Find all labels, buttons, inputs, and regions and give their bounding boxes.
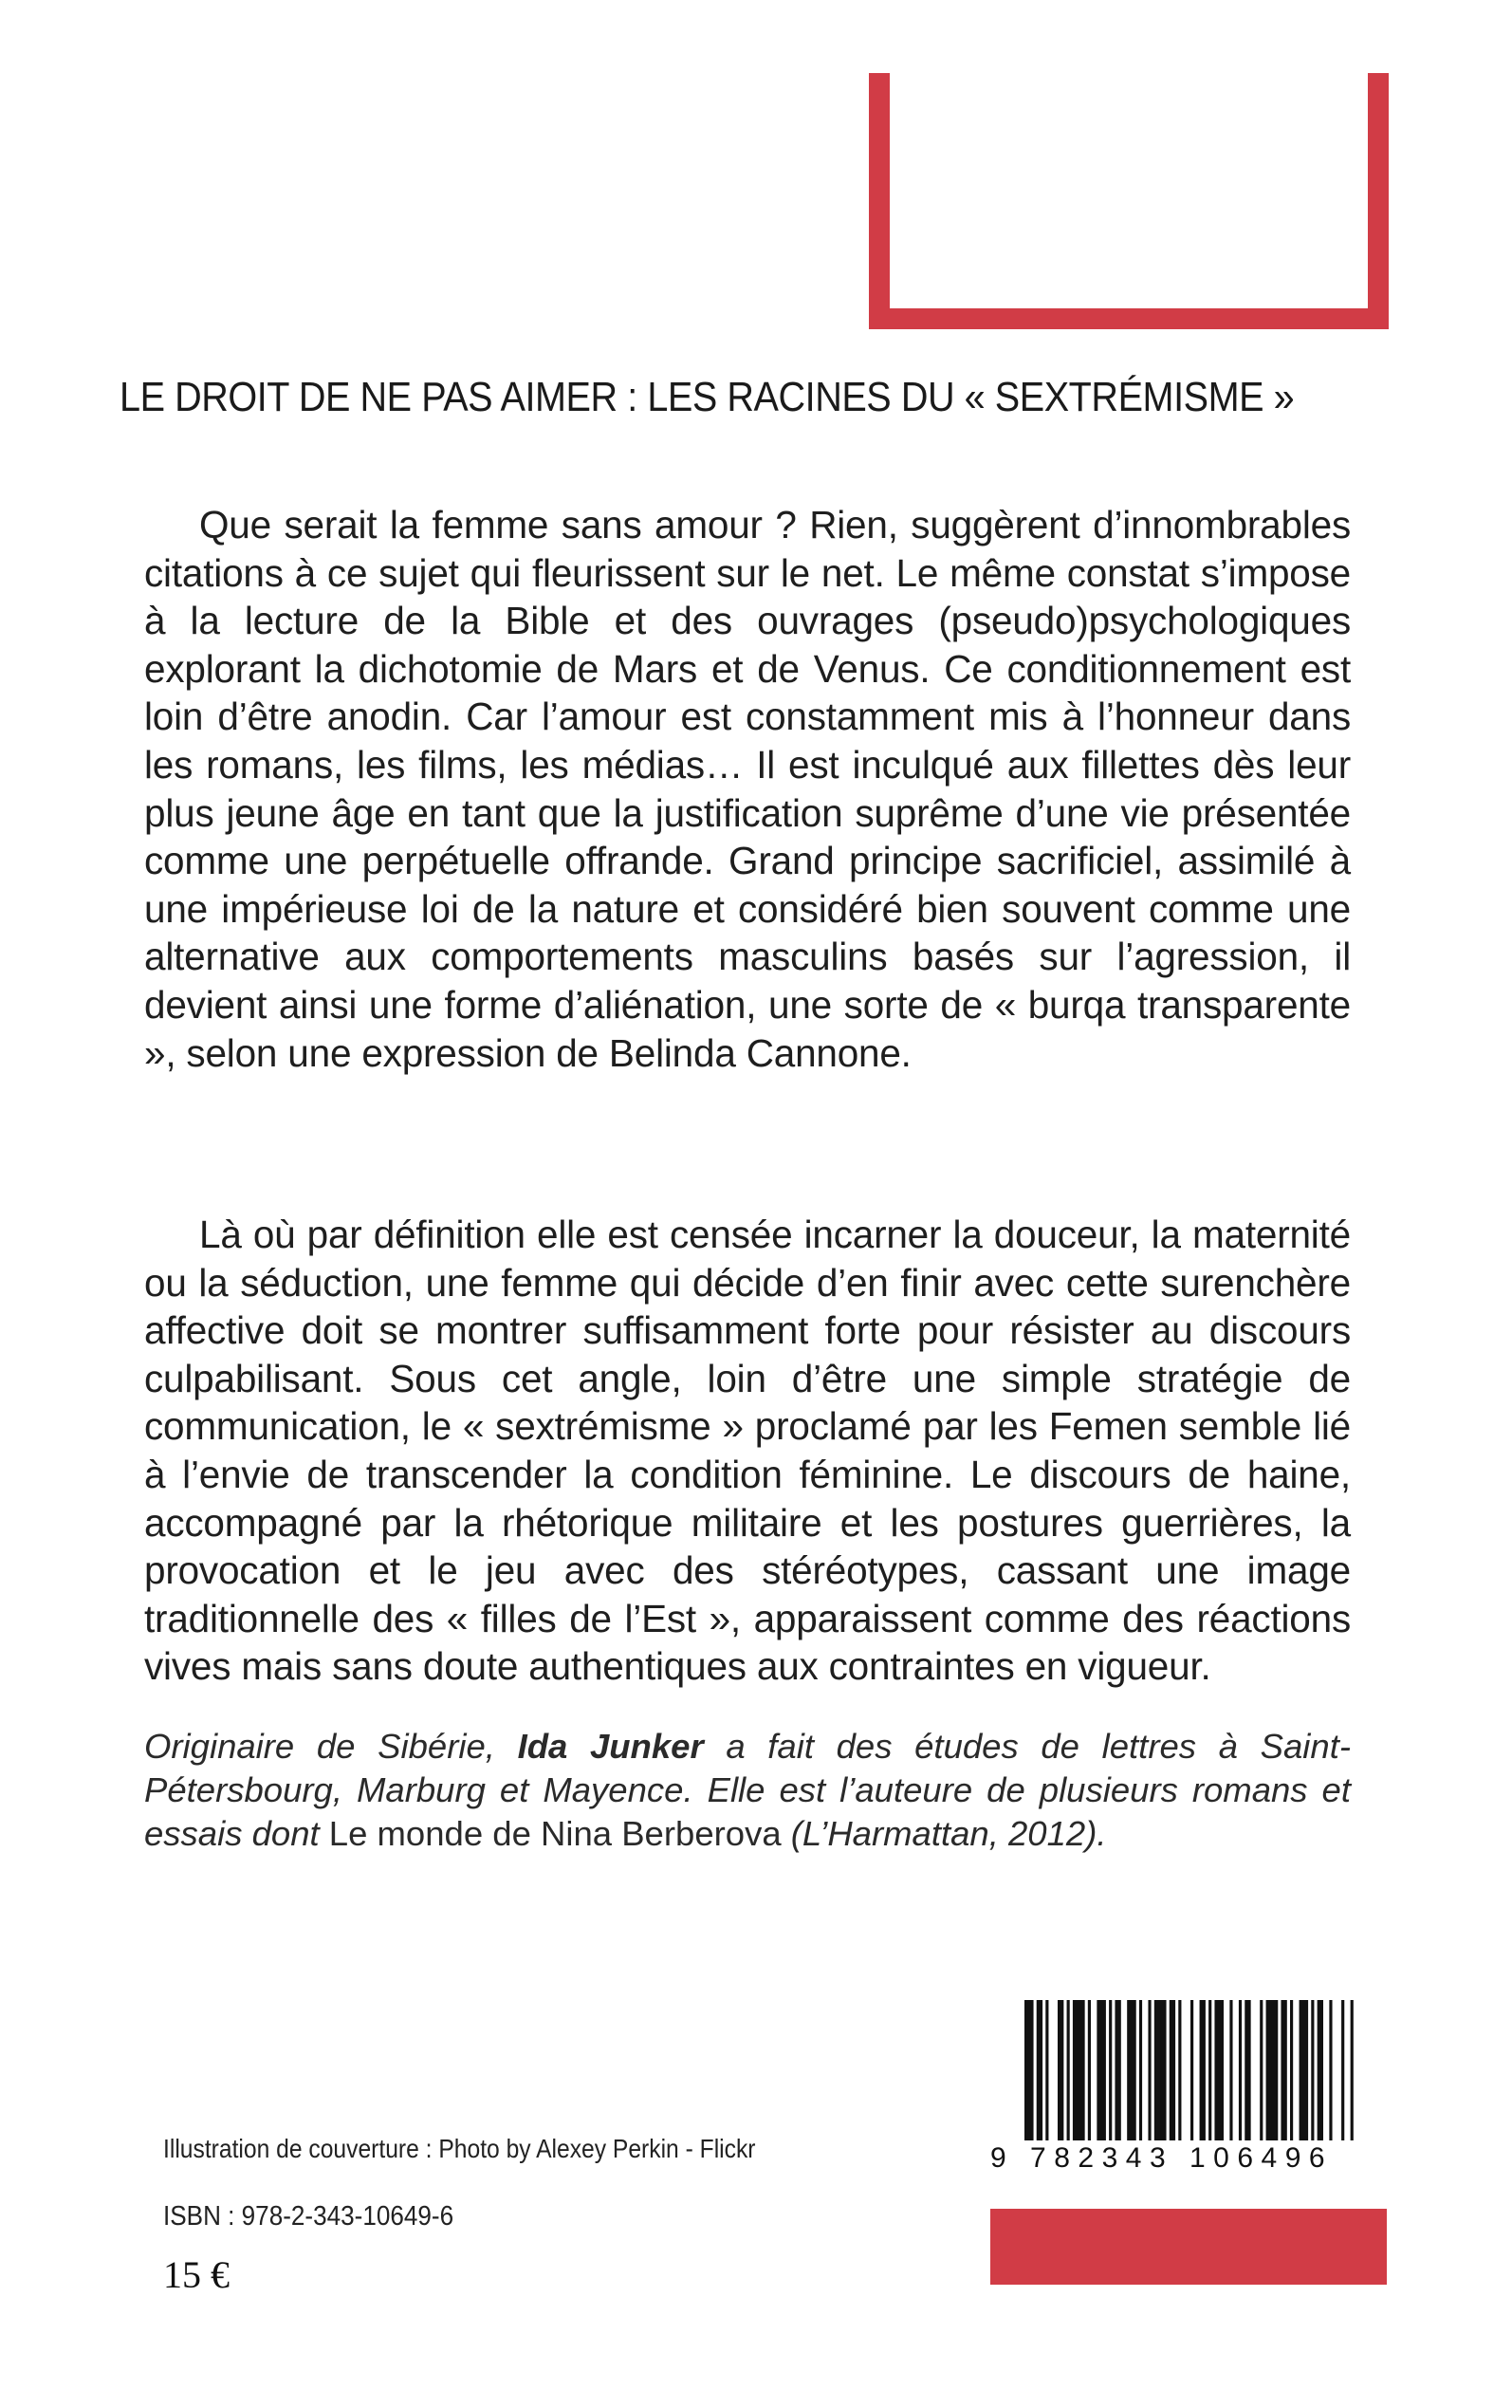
bio-middle: a fait des études de lettres à Saint-Pétersbourg, Marburg et Mayence. Elle est l’auteure de plusieurs romans et essais dont (144, 1727, 1351, 1853)
bio-intro: Originaire de Sibérie, (144, 1727, 518, 1766)
cover-credit: Illustration de couverture : Photo by Alexey Perkin - Flickr (163, 2134, 756, 2163)
isbn: ISBN : 978-2-343-10649-6 (163, 2201, 454, 2232)
price: 15 € (163, 2253, 230, 2296)
paragraph-1 (144, 501, 1351, 1077)
paragraph-2 (144, 1211, 1351, 1691)
paragraph-2-text: Là où par définition elle est censée incarner la douceur, la maternité ou la séduction, une femme qui décide d’en finir avec cette surenchère affective doit se montrer suffisamment forte pour résister au discours culpabilisant. Sous cet angle, loin d’être une simple stratégie de communication, le « sextrémisme » proclamé par les Femen semble lié à l’envie de transcender la condition féminine. Le discours de haine, accompagné par la rhétorique militaire et les postures guerrières, la provocation et le jeu avec des stéréotypes, cassant une image traditionnelle des « filles de l’Est », apparaissent comme des réactions vives mais sans doute authentiques aux contraintes en vigueur. (144, 1213, 1351, 1689)
red-frame-decoration (869, 73, 1389, 329)
red-bar-decoration (990, 2209, 1387, 2285)
book-reference: Le monde de Nina Berberova (328, 1814, 782, 1853)
barcode-digits: 9 782343 106496 (990, 2142, 1334, 2174)
paragraph-1-text: Que serait la femme sans amour ? Rien, suggèrent d’innombrables citations à ce sujet qui fleurissent sur le net. Le même constat s’impose à la lecture de la Bible et des ouvrages (pseudo)psychologiques explorant la dichotomie de Mars et de Venus. Ce conditionnement est loin d’être anodin. Car l’amour est constamment mis à l’honneur dans les romans, les films, les médias… Il est inculqué aux fillettes dès leur plus jeune âge en tant que la justification suprême d’une vie présentée comme une perpétuelle offrande. Grand principe sacrificiel, assimilé à une impérieuse loi de la nature et considéré bien souvent comme une alternative aux comportements masculins basés sur l’agression, il devient ainsi une forme d’aliénation, une sorte de « burqa transparente », selon une expression de Belinda Cannone. (144, 503, 1351, 1075)
book-title: LE DROIT DE NE PAS AIMER : LES RACINES DU « SEXTRÉMISME » (120, 374, 1295, 420)
bio-outro: (L’Harmattan, 2012). (781, 1814, 1107, 1853)
barcode-icon (1024, 2000, 1356, 2140)
author-bio (144, 1725, 1351, 1856)
author-name: Ida Junker (517, 1727, 704, 1766)
